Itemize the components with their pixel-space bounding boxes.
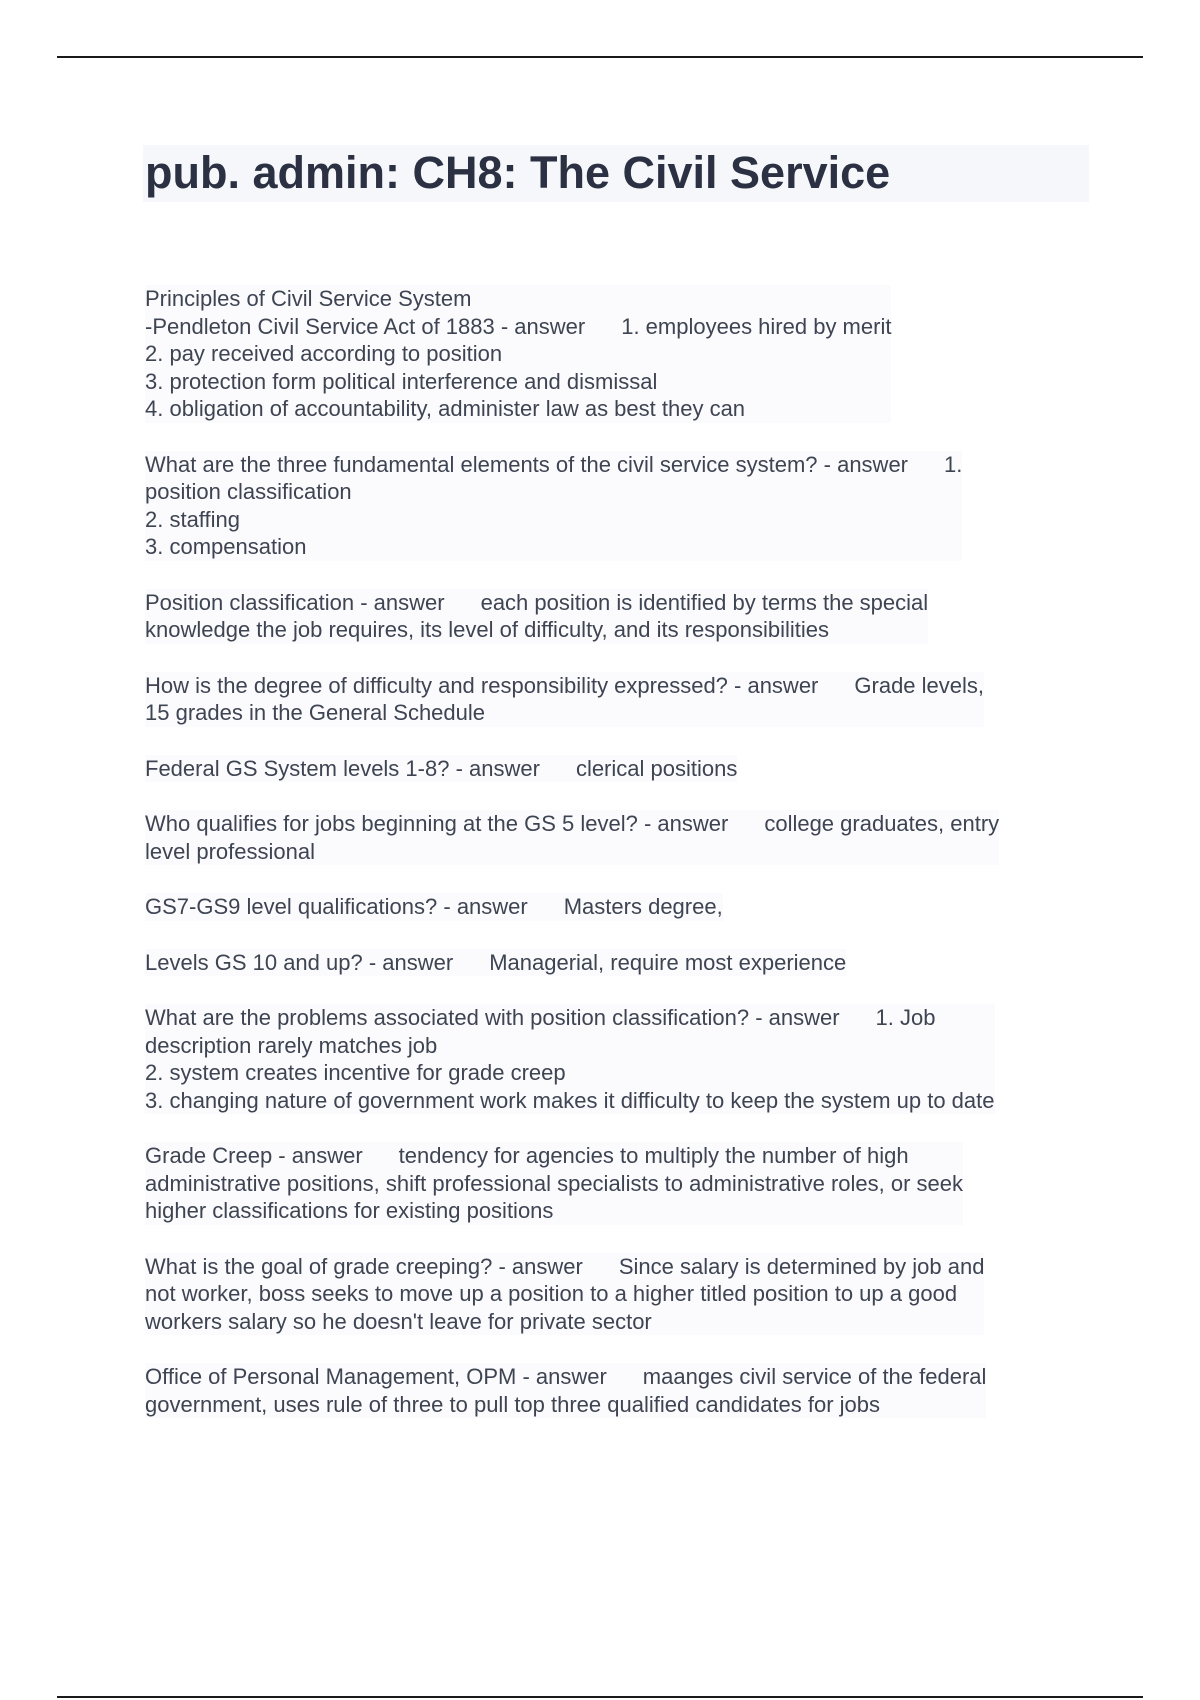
- flashcard-line: [145, 368, 891, 396]
- flashcard: [145, 672, 984, 727]
- flashcard-line: [145, 285, 891, 313]
- answer-text: Since salary is determined by job and: [618, 1253, 985, 1279]
- flashcard: [145, 1253, 984, 1336]
- flashcard-line: [145, 838, 999, 866]
- line-text: 2. staffing: [145, 506, 240, 532]
- line-text: not worker, boss seeks to move up a position to a higher titled position to up a good: [145, 1281, 958, 1306]
- answer-text: maanges civil service of the federal: [642, 1364, 987, 1389]
- flashcard-line: [145, 589, 928, 617]
- flashcard-line: [145, 1059, 995, 1087]
- flashcard-line: [145, 1253, 984, 1281]
- page-title: pub. admin: CH8: The Civil Service: [145, 147, 891, 198]
- flashcard-line: [145, 1032, 995, 1060]
- answer-text: clerical positions: [575, 755, 738, 781]
- flashcard-line: [145, 451, 962, 479]
- line-text: 15 grades in the General Schedule: [145, 700, 486, 725]
- line-text: 2. system creates incentive for grade creep: [145, 1060, 566, 1085]
- line-text: Federal GS System levels 1-8? - answer: [145, 755, 540, 781]
- line-text: workers salary so he doesn't leave for private sector: [145, 1308, 652, 1334]
- answer-text: 1. Job: [875, 1005, 936, 1030]
- line-text: Grade Creep - answer: [145, 1143, 363, 1168]
- flashcard-line: [145, 1280, 984, 1308]
- line-text: 3. protection form political interference and dismissal: [145, 368, 658, 394]
- answer-text: each position is identified by terms the special: [480, 589, 929, 615]
- line-text: What is the goal of grade creeping? - answer: [145, 1253, 583, 1279]
- flashcard-line: [145, 616, 928, 644]
- flashcard-line: [145, 810, 999, 838]
- answer-text: college graduates, entry: [764, 811, 1000, 836]
- line-text: Levels GS 10 and up? - answer: [145, 949, 454, 975]
- flashcard-line: [145, 533, 962, 561]
- answer-text: Masters degree,: [563, 894, 723, 919]
- bottom-rule: [57, 1696, 1143, 1698]
- flashcard-line: [145, 506, 962, 534]
- flashcard: [145, 451, 962, 561]
- flashcard: [145, 1363, 986, 1418]
- flashcard-line: [145, 395, 891, 423]
- line-text: -Pendleton Civil Service Act of 1883 - answer: [145, 313, 586, 339]
- line-text: Position classification - answer: [145, 589, 445, 615]
- flashcard-line: [145, 893, 723, 921]
- flashcard: [145, 810, 999, 865]
- line-text: Who qualifies for jobs beginning at the GS 5 level? - answer: [145, 811, 729, 836]
- answer-text: Grade levels,: [854, 672, 985, 698]
- answer-text: Managerial, require most experience: [489, 949, 847, 975]
- flashcard-line: [145, 699, 984, 727]
- flashcard: [145, 755, 737, 783]
- flashcard-line: [145, 1170, 963, 1198]
- line-text: higher classifications for existing positions: [145, 1198, 554, 1223]
- flashcard: [145, 285, 891, 423]
- flashcard-line: [145, 1142, 963, 1170]
- answer-text: 1.: [944, 451, 963, 477]
- flashcard-line: [145, 340, 891, 368]
- line-text: Office of Personal Management, OPM - answer: [145, 1364, 607, 1389]
- line-text: 3. changing nature of government work makes it difficulty to keep the system up to date: [145, 1087, 995, 1113]
- line-text: 3. compensation: [145, 534, 307, 559]
- line-text: GS7-GS9 level qualifications? - answer: [145, 894, 528, 919]
- line-text: 2. pay received according to position: [145, 341, 503, 366]
- line-text: What are the three fundamental elements of the civil service system? - answer: [145, 451, 909, 477]
- line-text: knowledge the job requires, its level of difficulty, and its responsibilities: [145, 617, 829, 642]
- line-text: 4. obligation of accountability, administer law as best they can: [145, 396, 746, 421]
- flashcard-line: [145, 1308, 984, 1336]
- flashcard-line: [145, 755, 737, 783]
- flashcard: [145, 589, 928, 644]
- answer-text: 1. employees hired by merit: [621, 313, 892, 339]
- flashcard-line: [145, 672, 984, 700]
- line-text: position classification: [145, 479, 352, 504]
- answer-text: tendency for agencies to multiply the number of high: [398, 1143, 909, 1168]
- flashcard-line: [145, 313, 891, 341]
- line-text: How is the degree of difficulty and responsibility expressed? - answer: [145, 672, 819, 698]
- flashcard-line: [145, 1087, 995, 1115]
- flashcard-line: [145, 478, 962, 506]
- line-text: Principles of Civil Service System: [145, 286, 472, 311]
- flashcard: [145, 893, 723, 921]
- flashcard-line: [145, 1391, 986, 1419]
- flashcard-line: [145, 1363, 986, 1391]
- line-text: What are the problems associated with position classification? - answer: [145, 1005, 840, 1030]
- flashcard: [145, 1004, 995, 1114]
- line-text: description rarely matches job: [145, 1032, 438, 1058]
- flashcard-list: [145, 285, 1090, 1446]
- line-text: government, uses rule of three to pull top three qualified candidates for jobs: [145, 1391, 881, 1417]
- flashcard-line: [145, 1004, 995, 1032]
- line-text: administrative positions, shift professional specialists to administrative roles, or seek: [145, 1170, 964, 1196]
- flashcard-line: [145, 1197, 963, 1225]
- flashcard: [145, 949, 846, 977]
- top-rule: [57, 56, 1143, 58]
- line-text: level professional: [145, 838, 315, 864]
- flashcard-line: [145, 949, 846, 977]
- flashcard: [145, 1142, 963, 1225]
